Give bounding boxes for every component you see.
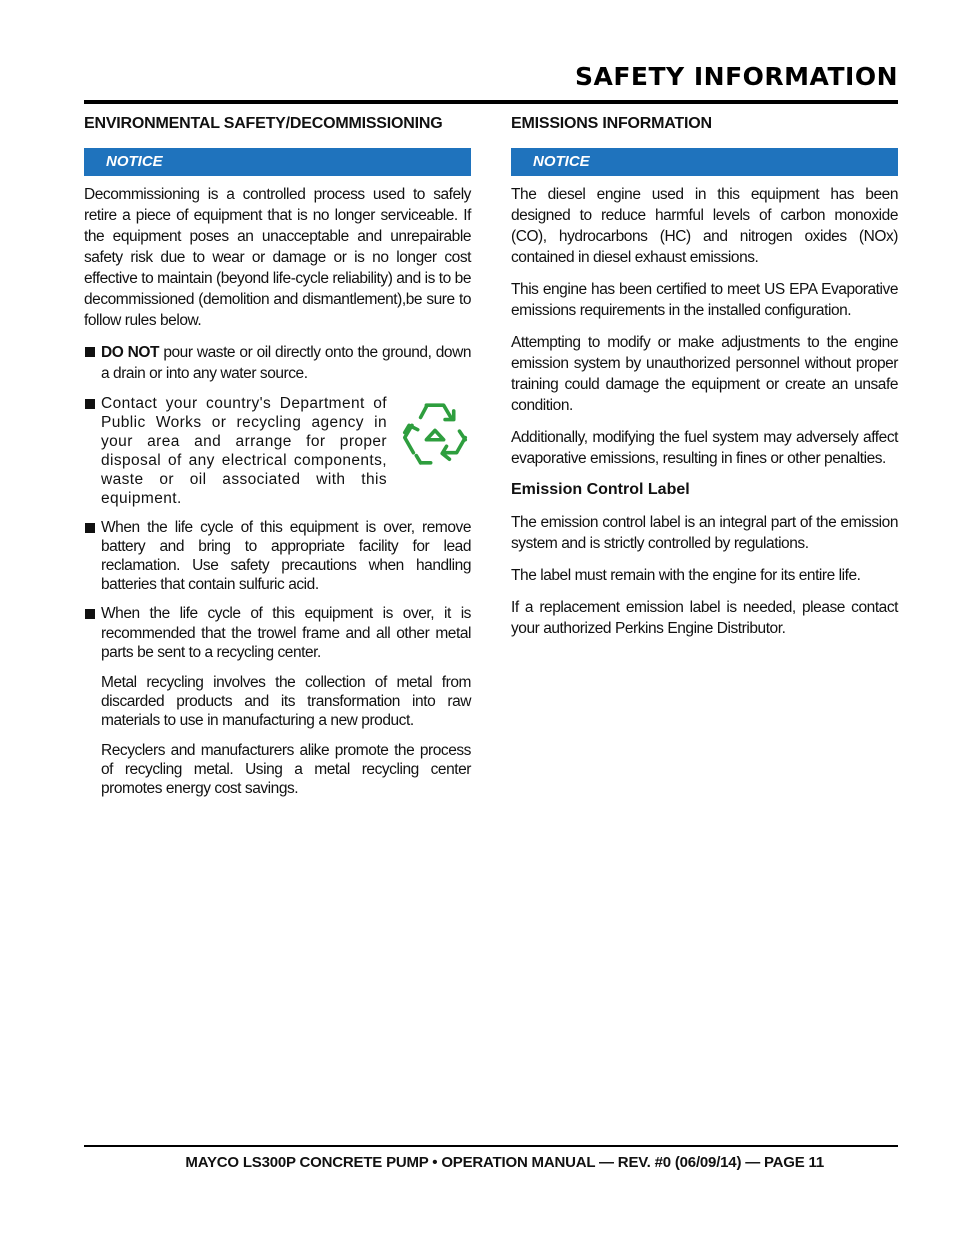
emissions-para-1: The diesel engine used in this equipment has been designed to reduce harmful levels of carbon monoxide (CO), hydrocarbons (HC) and nitrogen oxides (NOx) contained in diesel exhaust emissions. (511, 186, 898, 266)
decommissioning-intro: Decommissioning is a controlled process used to safely retire a piece of equipment that is no longer serviceable. If the equipment poses an unacceptable and unrepairable safety risk due to wear or damage or is no longer cost effective to maintain (beyond life-cycle reliability) and is to be decommissioned (demolition and dismantlement),be sure to follow rules below. (84, 186, 471, 329)
bullet-recycling (84, 604, 471, 663)
metal-recycling-paragraph: Metal recycling involves the collection of metal from discarded products and its transformation into raw materials to use in manufacturing a new product. (101, 673, 471, 729)
bullet-do-not (84, 342, 471, 384)
square-bullet-icon (85, 347, 95, 357)
bullet-battery (84, 518, 471, 594)
emissions-para-5: The emission control label is an integral part of the emission system and is strictly controlled by regulations. (511, 514, 898, 552)
bullet-contact-text: Contact your country's Department of Public Works or recycling agency in your area and arrange for proper disposal of any electrical components, waste or oil associated with this equipment. (101, 395, 387, 507)
bullet-do-not-text: pour waste or oil directly onto the ground, down a drain or into any water source. (101, 344, 471, 382)
square-bullet-icon (85, 609, 95, 619)
emissions-para-2: This engine has been certified to meet US EPA Evaporative emissions requirements in the installed configuration. (511, 281, 898, 319)
right-column (511, 112, 898, 650)
bullet-battery-text: When the life cycle of this equipment is over, remove battery and bring to appropriate facility for lead reclamation. Use safety precautions when handling batteries that contain sulfuric acid. (101, 519, 471, 593)
emissions-para-4: Additionally, modifying the fuel system may adversely affect evaporative emissions, resulting in fines or other penalties. (511, 429, 898, 467)
emissions-para-3: Attempting to modify or make adjustments to the engine emission system by unauthorized personnel without proper training could damage the equipment or create an unsafe condition. (511, 334, 898, 414)
page-footer: MAYCO LS300P CONCRETE PUMP • OPERATION MANUAL — REV. #0 (06/09/14) — PAGE 11 (185, 1154, 824, 1171)
bottom-rule (84, 1145, 898, 1147)
do-not-label: DO NOT (101, 344, 160, 361)
page-title: SAFETY INFORMATION (575, 62, 898, 91)
emission-control-label-heading: Emission Control Label (511, 481, 690, 498)
recycle-section (84, 394, 471, 508)
notice-bar-left: NOTICE (84, 148, 471, 176)
recyclers-paragraph: Recyclers and manufacturers alike promote the process of recycling metal. Using a metal recycling center promotes energy cost savings. (101, 741, 471, 797)
top-rule (84, 100, 898, 104)
left-column (84, 112, 471, 809)
notice-bar-right: NOTICE (511, 148, 898, 176)
recycle-icon (399, 398, 471, 470)
emissions-heading: EMISSIONS INFORMATION (511, 115, 712, 132)
environmental-heading: ENVIRONMENTAL SAFETY/DECOMMISSIONING (84, 115, 443, 132)
square-bullet-icon (85, 523, 95, 533)
square-bullet-icon (85, 399, 95, 409)
bullet-contact (84, 394, 387, 508)
bullet-recycling-text: When the life cycle of this equipment is over, it is recommended that the trowel frame and all other metal parts be sent to a recycling center. (101, 605, 471, 661)
emissions-para-6: The label must remain with the engine for its entire life. (511, 567, 861, 584)
emissions-para-7: If a replacement emission label is needed, please contact your authorized Perkins Engine Distributor. (511, 599, 898, 637)
